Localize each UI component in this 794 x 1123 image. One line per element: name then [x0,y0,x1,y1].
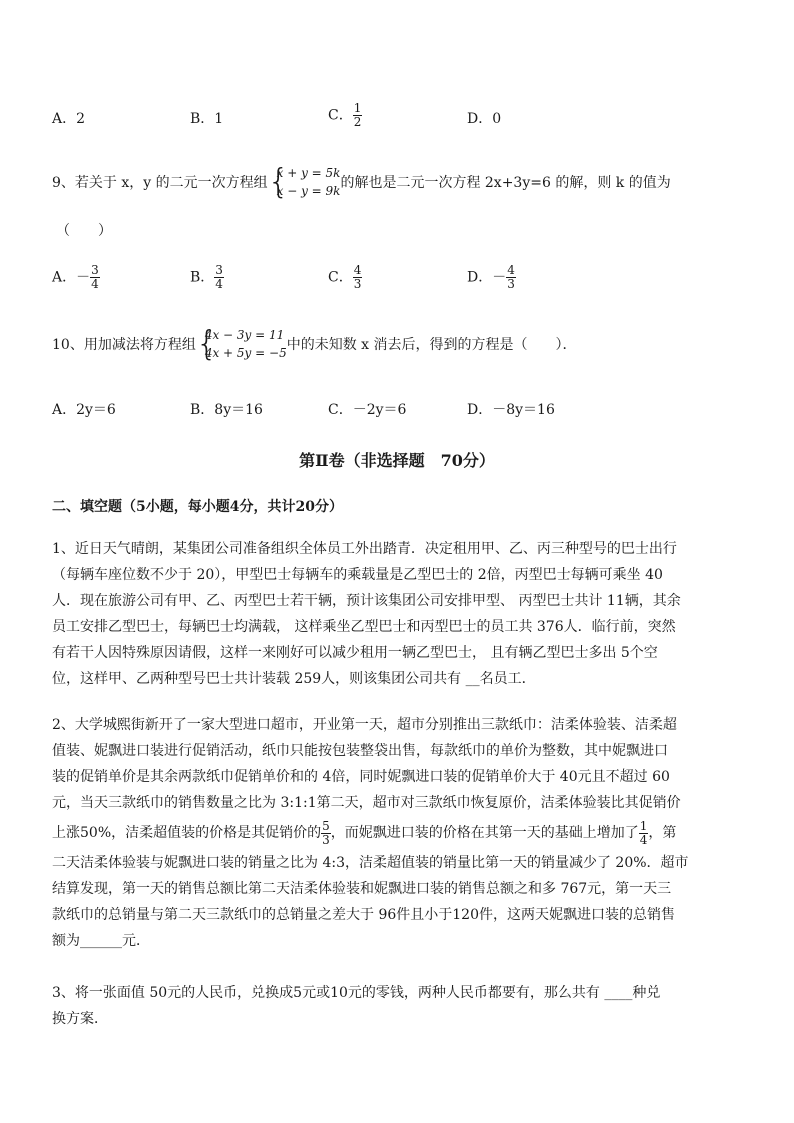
q10-equation-system: { 4x − 3y = 11 4x + 5y = −5 [195,324,287,364]
q9-eq1: x + y = 5k [276,166,341,180]
fill-question-1-line: 位，这样甲、乙两种型号巴士共计装载 259人，则该集团公司共有 __名员工． [52,671,536,687]
q9-equation-system: { x + y = 5k x − y = 9k [267,162,341,202]
q10-eq1: 4x − 3y = 11 [204,328,285,342]
fill-question-1-line: （每辆车座位数不少于 20），甲型巴士每辆车的乘载量是乙型巴士的 2倍，丙型巴士每辆可乘坐 40 [52,567,663,583]
q9-stem-prefix: 9、若关于 x，y 的二元一次方程组 [52,175,268,191]
fill-question-2-line: 额为______元． [52,933,150,949]
q8-choice-b: B．1 [190,111,224,127]
q10-choice-d: D．－8y＝16 [467,402,555,418]
q9-choice-c-fraction: $\frac{4}{3}$ [353,263,362,291]
q9-choice-d-label: D．－ [467,269,507,286]
fill-question-2-line: 款纸巾的总销量与第二天三款纸巾的总销量之差大于 96件且小于120件，这两天妮飘进口装的总销售 [52,907,675,923]
q10-stem-prefix: 10、用加减法将方程组 [52,337,196,353]
q10-stem [52,326,577,362]
q9-choice-a [52,264,100,291]
fill-question-2-text: 上涨50%，洁柔超值装的价格是其促销价的 [52,825,322,841]
fill-question-2-text: ，而妮飘进口装的价格在其第一天的基础上增加了 [330,825,639,841]
fill-question-2-line: 值装、妮飘进口装进行促销活动，纸巾只能按包装整袋出售，每款纸巾的单价为整数，其中妮飘进口 [52,743,668,759]
fill-question-2-line: 装的促销单价是其余两款纸巾促销单价和的 4倍，同时妮飘进口装的促销单价大于 40元且不超过 60 [52,769,670,785]
fill-question-2-line-with-fractions [52,816,752,850]
q9-choice-b-fraction: $\frac{3}{4}$ [215,263,223,291]
fill-question-2-line: 二天洁柔体验装与妮飘进口装的销量之比为 4:3，洁柔超值装的销量比第一天的销量减少了 20%．超市 [52,855,689,871]
q8-choice-d: D．0 [467,111,502,127]
fraction-5-3: $\frac{5}{3}$ [322,818,330,847]
q9-choice-c [328,264,362,291]
fill-question-2-line: 结算发现，第一天的销售总额比第二天洁柔体验装和妮飘进口装的销售总额之和多 767元，第一天三 [52,881,672,897]
q10-stem-suffix: 中的未知数 x 消去后，得到的方程是（ ）． [286,337,577,353]
fill-question-2 [52,712,752,954]
fill-question-2-text: ，第 [648,825,677,841]
q8-choice-c [328,102,362,129]
fill-question-3-line: 3、将一张面值 50元的人民币，兑换成5元或10元的零钱，两种人民币都要有，那么共有 ____种兑 [52,985,661,1001]
fraction-1-4: $\frac{1}{4}$ [639,818,648,847]
section-title: 第Ⅱ卷（非选择题 70分） [299,451,495,470]
q8-choice-c-label: C． [328,107,353,124]
fill-question-2-line: 2、大学城熙街新开了一家大型进口超市，开业第一天，超市分别推出三款纸巾：洁柔体验装、洁柔超 [52,717,677,733]
q8-choice-c-fraction: $\frac{1}{2}$ [353,101,362,129]
q9-choice-c-label: C． [328,269,353,286]
q9-choice-a-fraction: $\frac{3}{4}$ [91,263,99,291]
fill-question-1-line: 有若干人因特殊原因请假，这样一来刚好可以减少租用一辆乙型巴士， 且有辆乙型巴士多出 5个空 [52,645,658,661]
q9-stem [52,164,671,200]
fill-question-1-line: 员工安排乙型巴士，每辆巴士均满载， 这样乘坐乙型巴士和丙型巴士的员工共 376人．临行前，突然 [52,619,676,635]
q10-choice-a: A．2y＝6 [52,402,116,418]
section-subtitle: 二、填空题（5小题，每小题4分，共计20分） [52,499,343,515]
q8-choice-a: A．2 [52,111,86,127]
fill-question-1-line: 人．现在旅游公司有甲、乙、丙型巴士若干辆，预计该集团公司安排甲型、 丙型巴士共计 11辆，其余 [52,593,681,609]
q9-answer-paren: （ ） [56,223,112,239]
q10-choice-b: B．8y＝16 [190,402,263,418]
fill-question-2-line: 元，当天三款纸巾的销售数量之比为 3:1:1第二天，超市对三款纸巾恢复原价，洁柔体验装比其促销价 [52,795,681,811]
q9-eq2: x − y = 9k [276,184,341,198]
q9-choice-b-label: B． [190,269,215,286]
q9-choice-d-fraction: $\frac{4}{3}$ [507,263,515,291]
fill-question-1-line: 1、近日天气晴朗，某集团公司准备组织全体员工外出踏青．决定租用甲、乙、丙三种型号的巴士出行 [52,541,677,557]
fill-question-1 [52,536,752,692]
q9-choice-a-label: A．－ [52,269,91,286]
fill-question-3-line: 换方案． [52,1011,108,1027]
fill-question-3 [52,980,752,1032]
q10-eq2: 4x + 5y = −5 [204,346,287,360]
q9-stem-suffix: 的解也是二元一次方程 2x+3y=6 的解，则 k 的值为 [340,175,671,191]
q10-choice-c: C．－2y＝6 [328,402,407,418]
q9-choice-d [467,264,516,291]
q9-choice-b [190,264,224,291]
